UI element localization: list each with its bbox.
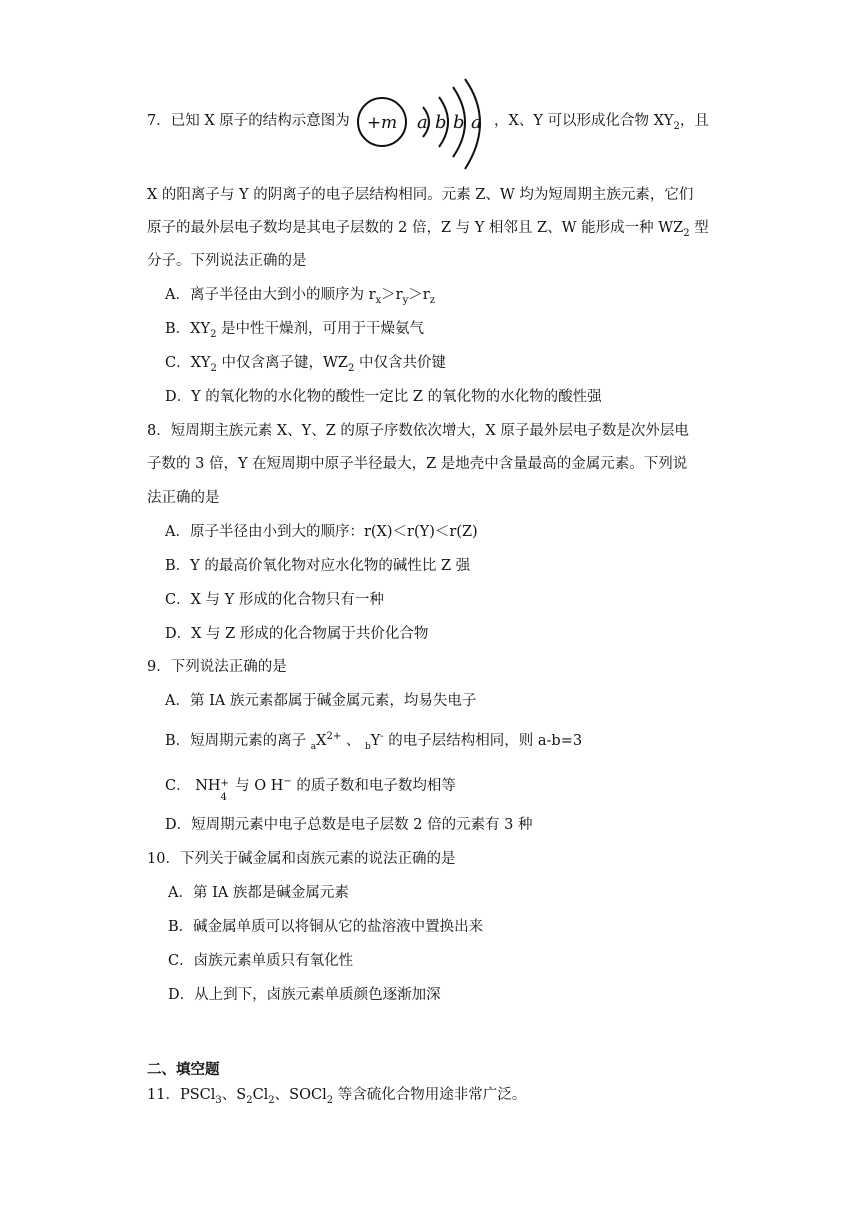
q7-stem-text: 7．已知 X 原子的结构示意图为 (147, 113, 350, 129)
q7-option-c: C．$XY_2$ 中仅含离子键，$WZ_2$ 中仅含共价键 (165, 355, 446, 374)
q9-option-b: B．短周期元素的离子 $_aX^{2+}$ 、 $_b$Y- 的电子层结构相同，则 a-b=3 (165, 731, 583, 752)
q9-option-a: A．第 IA 族元素都属于碱金属元素，均易失电子 (165, 693, 477, 709)
q8-option-c: C．X 与 Y 形成的化合物只有一种 (165, 592, 384, 608)
q8-option-d: D．X 与 Z 形成的化合物属于共价化合物 (165, 626, 429, 642)
q7-stem-line-3: 原子的最外层电子数均是其电子层数的 2 倍，Z 与 Y 相邻且 Z、W 能形成一种 $WZ_2$ 型 (147, 220, 709, 239)
q8-stem-line-3: 法正确的是 (147, 490, 220, 506)
q9-option-c: C． NH + 4 与 O H− 的质子数和电子数均相等 (165, 776, 456, 803)
q8-option-b: B．Y 的最高价氧化物对应水化物的碱性比 Z 强 (165, 558, 471, 574)
atom-structure-diagram (353, 75, 493, 175)
q7-stem-line-1-tail: ，X、Y 可以形成化合物 $XY_2$，且 (494, 113, 709, 132)
q7-stem-line-4: 分子。下列说法正确的是 (147, 253, 307, 269)
shell-electrons-1: a (417, 112, 428, 133)
q11-stem: 11．PSCl$_3$、$S_2Cl_2$、SOCl$_2$ 等含硫化合物用途非常广泛。 (147, 1087, 527, 1106)
q8-stem-line-1: 8．短周期主族元素 X、Y、Z 的原子序数依次增大，X 原子最外层电子数是次外层电 (147, 423, 689, 439)
q7-option-a: A．离子半径由大到小的顺序为 $r_x>r_y>r_z$ (165, 287, 435, 306)
q8-stem-line-2: 子数的 3 倍，Y 在短周期中原子半径最大，Z 是地壳中含量最高的金属元素。下列说 (147, 456, 688, 472)
section-heading: 二、填空题 (147, 1062, 220, 1078)
shell-electrons-4: a (471, 112, 482, 133)
q10-option-c: C．卤族元素单质只有氧化性 (168, 953, 354, 969)
q10-stem: 10．下列关于碱金属和卤族元素的说法正确的是 (147, 851, 456, 867)
q10-option-a: A．第 IA 族都是碱金属元素 (168, 885, 349, 901)
q8-option-a: A．原子半径由小到大的顺序：r(X)＜r(Y)＜r(Z) (165, 524, 478, 540)
q9-option-d: D．短周期元素中电子总数是电子层数 2 倍的元素有 3 种 (165, 817, 533, 833)
nucleus-charge: +m (366, 113, 398, 133)
q10-option-d: D．从上到下，卤族元素单质颜色逐渐加深 (168, 987, 441, 1003)
q9-stem: 9．下列说法正确的是 (147, 659, 287, 675)
q7-option-d: D．Y 的氧化物的水化物的酸性一定比 Z 的氧化物的水化物的酸性强 (165, 389, 602, 405)
q7-stem-line-1 (147, 111, 350, 131)
q7-stem-line-2: X 的阳离子与 Y 的阴离子的电子层结构相同。元素 Z、W 均为短周期主族元素，它们 (147, 187, 694, 203)
shell-electrons-3: b (453, 112, 465, 133)
shell-electrons-2: b (435, 112, 447, 133)
q7-option-b: B．$XY_2$ 是中性干燥剂，可用于干燥氨气 (165, 321, 425, 340)
q10-option-b: B．碱金属单质可以将铜从它的盐溶液中置换出来 (168, 919, 484, 935)
